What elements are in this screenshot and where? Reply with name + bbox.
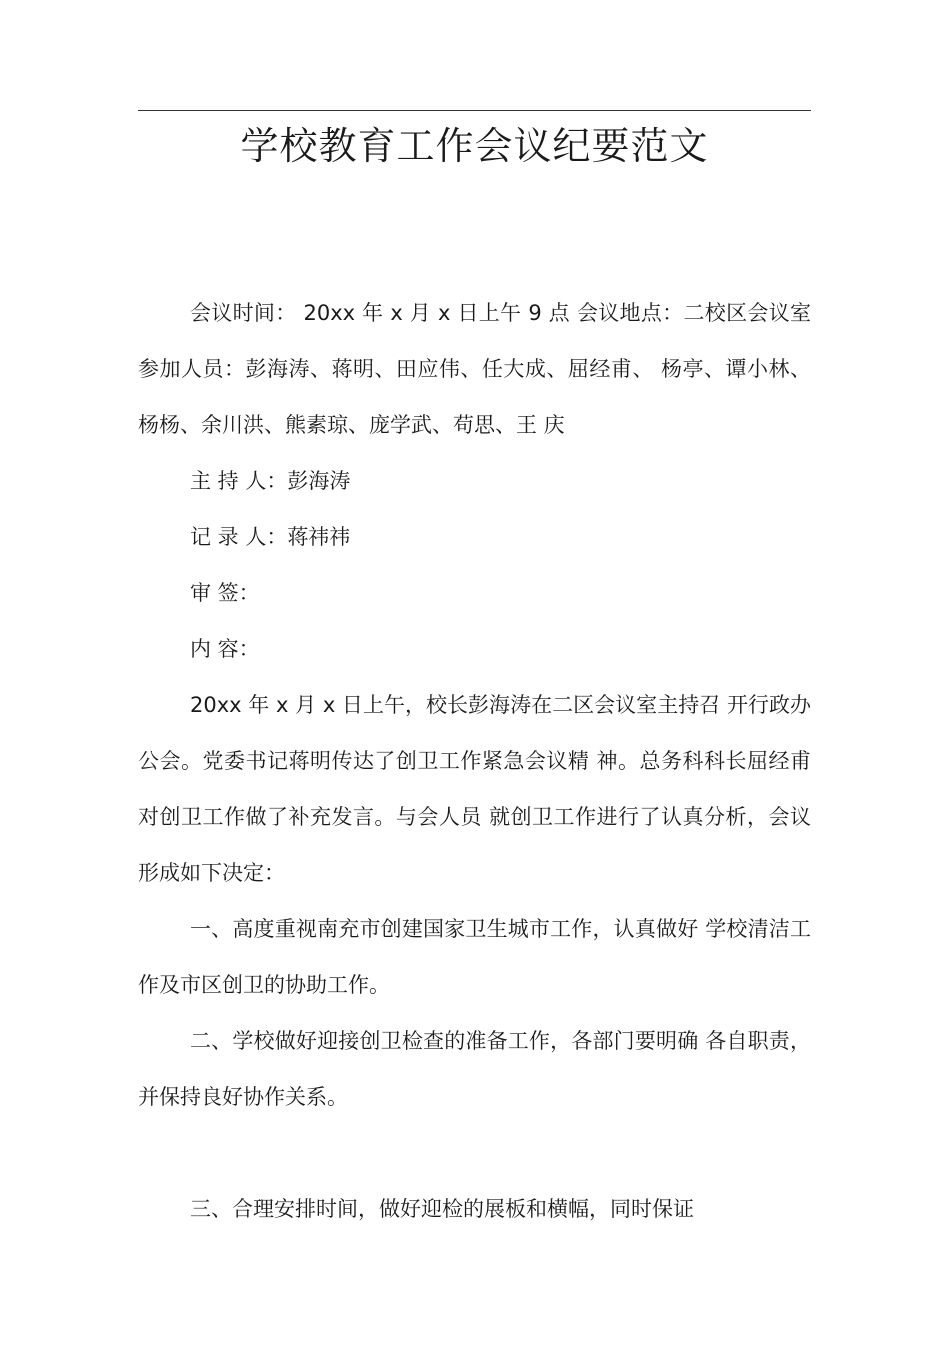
document-body — [138, 285, 811, 1237]
review-line: 审 签： — [190, 581, 260, 605]
document-title: 学校教育工作会议纪要范文 — [240, 124, 709, 168]
host-line: 主 持 人：彭海涛 — [190, 469, 351, 493]
recorder-line: 记 录 人：蒋祎祎 — [190, 525, 351, 549]
body-paragraph-decision-1: 一、高度重视南充市创建国家卫生城市工作，认真做好 学校清洁工作及市区创卫的协助工作。 — [138, 917, 811, 997]
meeting-info-paragraph: 会议时间： 20xx 年 x 月 x 日上午 9 点 会议地点：二校区会议室 参加人员：彭海涛、蒋明、田应伟、任大成、屈经甫、 杨亭、谭小林、杨杨、余川洪、熊素琼、庞学武、苟思、王 庆 — [138, 301, 811, 437]
paragraph-gap — [138, 1125, 811, 1181]
body-paragraph-decision-2: 二、学校做好迎接创卫检查的准备工作，各部门要明确 各自职责，并保持良好协作关系。 — [138, 1029, 811, 1109]
header-rule — [138, 110, 811, 111]
body-paragraph-decision-3: 三、合理安排时间，做好迎检的展板和横幅，同时保证 — [190, 1197, 694, 1221]
content-label: 内 容： — [190, 637, 260, 661]
body-paragraph-summary: 20xx 年 x 月 x 日上午，校长彭海涛在二区会议室主持召 开行政办公会。党委书记蒋明传达了创卫工作紧急会议精 神。总务科科长屈经甫对创卫工作做了补充发言。与会人员 就创卫工作进行了认真分析，会议形成如下决定： — [138, 693, 811, 885]
